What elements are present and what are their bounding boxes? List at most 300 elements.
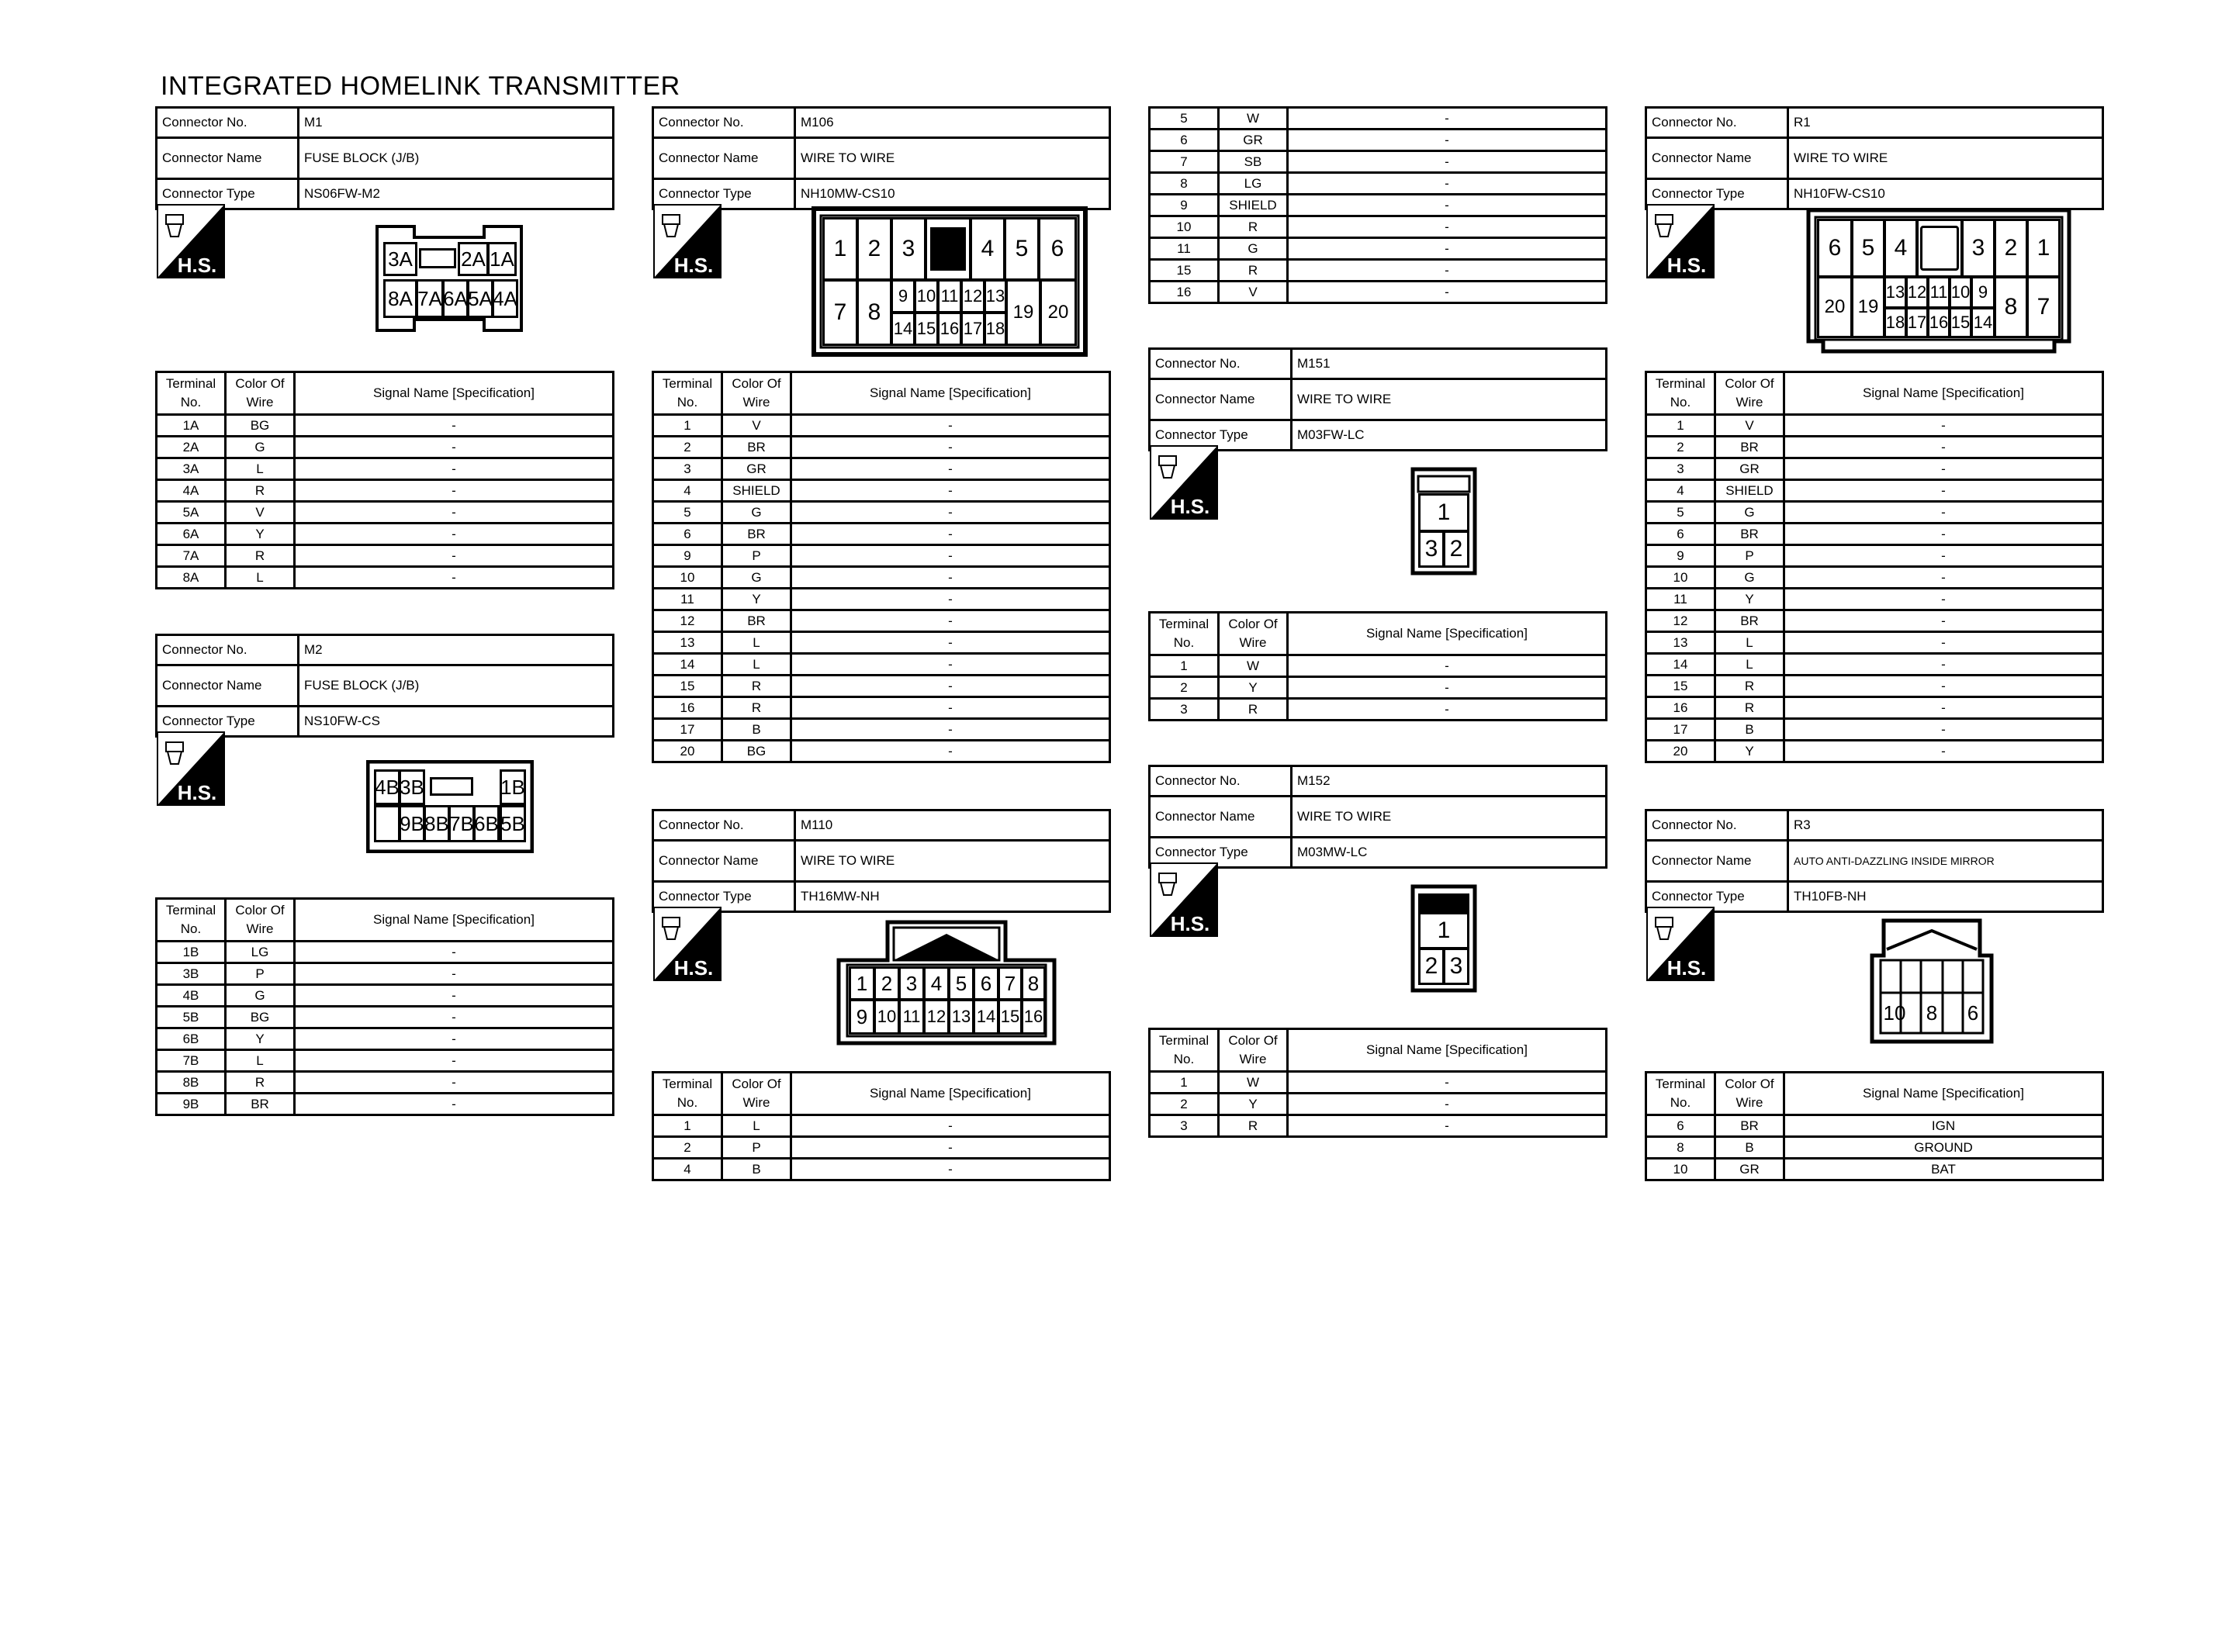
hs-icon [157, 731, 225, 806]
wire-color-cell: G [226, 437, 295, 458]
pin-2: 2 [1418, 948, 1445, 985]
terminal-no-cell: 16 [653, 697, 722, 719]
terminal-no-cell: 3 [1150, 1115, 1219, 1137]
wire-color-cell: R [1715, 676, 1784, 697]
wire-color-cell: BR [722, 437, 791, 458]
terminal-no-cell: 1 [1150, 655, 1219, 677]
hs-icon [653, 204, 722, 278]
table-row [157, 480, 614, 502]
table-row [1150, 151, 1607, 173]
pin-8: 8 [856, 279, 892, 346]
pin-9: 9 [849, 999, 875, 1035]
signal-name-cell: - [791, 415, 1110, 437]
terminal-no-cell: 6B [157, 1028, 226, 1050]
pin-4a: 4A [492, 279, 518, 318]
signal-name-cell: - [1288, 699, 1607, 721]
connector-face-m1 [375, 225, 523, 332]
table-row [653, 524, 1110, 545]
signal-name-cell: - [1288, 173, 1607, 195]
pin-5: 5 [1004, 217, 1040, 281]
connector-type: NS06FW-M2 [299, 179, 614, 209]
pin-8: 8 [1926, 1001, 1938, 1025]
table-row [157, 963, 614, 985]
terminal-no-cell: 15 [1646, 676, 1715, 697]
wire-color-cell: B [1715, 1137, 1784, 1159]
table-row [1646, 589, 2103, 610]
header-color: Color Of Wire [1219, 1029, 1288, 1072]
table-row [1646, 654, 2103, 676]
signal-name-cell: - [295, 458, 614, 480]
wire-color-cell: V [226, 502, 295, 524]
table-row [157, 415, 614, 437]
terminal-no-cell: 4 [653, 480, 722, 502]
header-color: Color Of Wire [1219, 613, 1288, 655]
header-signal: Signal Name [Specification] [295, 372, 614, 415]
label: Connector No. [1150, 766, 1292, 797]
table-row [1150, 1115, 1607, 1137]
pin-4b: 4B [374, 769, 400, 805]
terminal-no-cell: 7B [157, 1050, 226, 1072]
terminal-no-cell: 17 [1646, 719, 1715, 741]
signal-name-cell: - [295, 1050, 614, 1072]
signal-name-cell: - [791, 1137, 1110, 1159]
signal-name-cell: - [295, 545, 614, 567]
table-row [157, 1050, 614, 1072]
pin-key [419, 248, 456, 268]
pin-2: 2 [856, 217, 892, 281]
table-row [157, 524, 614, 545]
table-row [157, 1094, 614, 1115]
header-signal: Signal Name [Specification] [1288, 1029, 1607, 1072]
pin-8b: 8B [424, 805, 450, 842]
signal-name-cell: - [1288, 1072, 1607, 1094]
wire-color-cell: R [1219, 260, 1288, 282]
wire-color-cell: G [1715, 502, 1784, 524]
wire-color-cell: BR [1715, 1115, 1784, 1137]
wire-color-cell: Y [1219, 1094, 1288, 1115]
pin-1a: 1A [487, 242, 517, 276]
terminal-no-cell: 9 [1150, 195, 1219, 216]
terminal-table-r3 [1645, 1071, 2104, 1181]
pin-19: 19 [1005, 279, 1041, 346]
signal-name-cell: - [1784, 502, 2103, 524]
table-row [1646, 458, 2103, 480]
label: Connector Type [1150, 838, 1292, 868]
pin-1: 1 [1418, 912, 1469, 949]
table-row [1646, 1159, 2103, 1180]
signal-name-cell: - [1288, 677, 1607, 699]
hs-icon [653, 907, 722, 981]
label: Connector No. [157, 108, 299, 138]
table-row [653, 545, 1110, 567]
signal-name-cell: GROUND [1784, 1137, 2103, 1159]
connector-type: NH10FW-CS10 [1788, 179, 2103, 209]
table-row [1150, 655, 1607, 677]
table-row [1150, 282, 1607, 303]
signal-name-cell: - [295, 1028, 614, 1050]
table-row [1150, 173, 1607, 195]
table-row [157, 458, 614, 480]
signal-name-cell: - [295, 502, 614, 524]
wire-color-cell: Y [1715, 589, 1784, 610]
connector-info-r3 [1645, 809, 2104, 913]
pin-11: 11 [1927, 276, 1950, 309]
terminal-no-cell: 15 [653, 676, 722, 697]
wire-color-cell: R [1219, 216, 1288, 238]
pin-5b: 5B [500, 805, 526, 842]
wire-color-cell: P [1715, 545, 1784, 567]
hs-icon [1150, 445, 1218, 520]
connector-name: WIRE TO WIRE [1292, 797, 1607, 838]
label: Connector No. [1646, 810, 1788, 841]
signal-name-cell: - [295, 567, 614, 589]
pin-1b: 1B [500, 769, 526, 805]
header-signal: Signal Name [Specification] [791, 372, 1110, 415]
pin-13: 13 [948, 999, 974, 1035]
terminal-no-cell: 15 [1150, 260, 1219, 282]
pin-7a: 7A [416, 279, 444, 318]
terminal-no-cell: 3 [1150, 699, 1219, 721]
wire-color-cell: B [722, 1159, 791, 1180]
wire-color-cell: P [722, 1137, 791, 1159]
pin-13: 13 [984, 279, 1007, 313]
terminal-no-cell: 13 [653, 632, 722, 654]
signal-name-cell: - [1288, 108, 1607, 130]
table-row [1150, 1094, 1607, 1115]
pin-3a: 3A [383, 242, 417, 276]
signal-name-cell: - [791, 567, 1110, 589]
terminal-no-cell: 8 [1646, 1137, 1715, 1159]
wire-color-cell: BG [226, 415, 295, 437]
table-row [157, 985, 614, 1007]
wire-color-cell: Y [722, 589, 791, 610]
signal-name-cell: - [295, 437, 614, 458]
connector-info-m2 [155, 634, 614, 738]
pin-18: 18 [1884, 307, 1907, 338]
terminal-no-cell: 16 [1150, 282, 1219, 303]
pin-3: 3 [898, 966, 925, 1001]
signal-name-cell: - [1784, 415, 2103, 437]
wire-color-cell: L [226, 567, 295, 589]
connector-info-m151 [1148, 347, 1607, 451]
terminal-no-cell: 20 [653, 741, 722, 762]
wire-color-cell: R [226, 480, 295, 502]
terminal-no-cell: 9B [157, 1094, 226, 1115]
terminal-no-cell: 2 [653, 1137, 722, 1159]
pin-15: 15 [998, 999, 1023, 1035]
pin-6: 6 [1038, 217, 1077, 281]
wire-color-cell: W [1219, 108, 1288, 130]
table-row [653, 697, 1110, 719]
table-row [653, 1115, 1110, 1137]
connector-info-r1 [1645, 106, 2104, 210]
table-row [1646, 697, 2103, 719]
label: Connector No. [1150, 349, 1292, 379]
table-row [1646, 480, 2103, 502]
label: Connector Type [1150, 420, 1292, 451]
terminal-no-cell: 3B [157, 963, 226, 985]
table-row [1150, 260, 1607, 282]
pin-9: 9 [1971, 276, 1995, 309]
wire-color-cell: R [1219, 699, 1288, 721]
signal-name-cell: - [791, 610, 1110, 632]
pin-8a: 8A [383, 279, 417, 318]
connector-no: M2 [299, 635, 614, 665]
table-row [1150, 699, 1607, 721]
wire-color-cell: W [1219, 1072, 1288, 1094]
pin-1: 1 [1418, 493, 1469, 532]
connector-no: R1 [1788, 108, 2103, 138]
terminal-table-m2 [155, 897, 614, 1116]
table-row [653, 480, 1110, 502]
table-row [653, 415, 1110, 437]
table-row [653, 589, 1110, 610]
signal-name-cell: - [791, 654, 1110, 676]
table-row [1646, 676, 2103, 697]
terminal-no-cell: 12 [1646, 610, 1715, 632]
pin-11: 11 [937, 279, 962, 313]
terminal-no-cell: 1 [1646, 415, 1715, 437]
table-row [157, 1028, 614, 1050]
hs-icon [1150, 862, 1218, 937]
terminal-no-cell: 7 [1150, 151, 1219, 173]
pin-8: 8 [1994, 276, 2028, 338]
header-terminal: Terminal No. [653, 1073, 722, 1115]
wire-color-cell: B [722, 719, 791, 741]
signal-name-cell: - [295, 524, 614, 545]
hs-label: H.S. [177, 781, 217, 804]
label: Connector Name [1646, 138, 1788, 179]
wire-color-cell: G [722, 502, 791, 524]
header-signal: Signal Name [Specification] [295, 899, 614, 942]
header-terminal: Terminal No. [1646, 1073, 1715, 1115]
table-row [157, 545, 614, 567]
pin-12: 12 [1905, 276, 1929, 309]
wire-color-cell: Y [226, 1028, 295, 1050]
pin-9b: 9B [399, 805, 425, 842]
table-row [1646, 610, 2103, 632]
wire-color-cell: R [722, 697, 791, 719]
label: Connector Type [157, 179, 299, 209]
wire-color-cell: SB [1219, 151, 1288, 173]
wire-color-cell: GR [1219, 130, 1288, 151]
terminal-no-cell: 10 [1646, 567, 1715, 589]
table-row [1646, 502, 2103, 524]
signal-name-cell: - [1784, 697, 2103, 719]
terminal-no-cell: 3 [653, 458, 722, 480]
wire-color-cell: Y [1715, 741, 1784, 762]
wire-color-cell: SHIELD [1715, 480, 1784, 502]
wire-color-cell: R [722, 676, 791, 697]
signal-name-cell: - [295, 1007, 614, 1028]
wire-color-cell: R [226, 1072, 295, 1094]
wire-color-cell: BR [1715, 437, 1784, 458]
connector-face-r3 [1870, 918, 1994, 1044]
terminal-no-cell: 8A [157, 567, 226, 589]
hs-label: H.S. [1170, 912, 1210, 935]
header-terminal: Terminal No. [157, 899, 226, 942]
connector-type: NS10FW-CS [299, 707, 614, 737]
label: Connector Name [1150, 797, 1292, 838]
connector-type: TH10FB-NH [1788, 882, 2103, 912]
header-color: Color Of Wire [722, 372, 791, 415]
wire-color-cell: BG [722, 741, 791, 762]
wire-color-cell: Y [226, 524, 295, 545]
label: Connector Type [653, 179, 795, 209]
signal-name-cell: - [1784, 632, 2103, 654]
table-row [1646, 545, 2103, 567]
label: Connector Name [157, 665, 299, 707]
terminal-no-cell: 10 [1150, 216, 1219, 238]
terminal-table-m106 [652, 371, 1111, 763]
header-color: Color Of Wire [1715, 1073, 1784, 1115]
terminal-no-cell: 4B [157, 985, 226, 1007]
signal-name-cell: - [791, 502, 1110, 524]
connector-name: WIRE TO WIRE [795, 841, 1110, 882]
table-row [157, 942, 614, 963]
signal-name-cell: - [1784, 741, 2103, 762]
wire-color-cell: G [226, 985, 295, 1007]
wire-color-cell: L [722, 1115, 791, 1137]
header-terminal: Terminal No. [1646, 372, 1715, 415]
terminal-no-cell: 10 [653, 567, 722, 589]
terminal-no-cell: 3 [1646, 458, 1715, 480]
hs-label: H.S. [673, 956, 714, 980]
table-row [1646, 415, 2103, 437]
label: Connector Name [157, 138, 299, 179]
pin-key [925, 217, 971, 281]
pin-2a: 2A [458, 242, 489, 276]
pin-20: 20 [1040, 279, 1077, 346]
terminal-no-cell: 3A [157, 458, 226, 480]
pin-19: 19 [1851, 276, 1885, 338]
signal-name-cell: - [1288, 151, 1607, 173]
hs-icon [1646, 907, 1715, 981]
signal-name-cell: - [1288, 1094, 1607, 1115]
wire-color-cell: BR [1715, 524, 1784, 545]
connector-face-m151 [1410, 467, 1477, 575]
pin-13: 13 [1884, 276, 1907, 309]
pin-10: 10 [1883, 1001, 1906, 1025]
connector-type: NH10MW-CS10 [795, 179, 1110, 209]
terminal-no-cell: 12 [653, 610, 722, 632]
terminal-no-cell: 8B [157, 1072, 226, 1094]
wire-color-cell: G [722, 567, 791, 589]
connector-face-m106 [812, 206, 1088, 357]
label: Connector Name [1646, 841, 1788, 882]
wire-color-cell: GR [1715, 458, 1784, 480]
signal-name-cell: - [791, 719, 1110, 741]
pin-4: 4 [923, 966, 950, 1001]
table-row [1150, 108, 1607, 130]
pin-4: 4 [1884, 219, 1918, 278]
table-row [157, 1007, 614, 1028]
connector-info-m152 [1148, 765, 1607, 869]
wire-color-cell: G [1219, 238, 1288, 260]
table-row [157, 567, 614, 589]
signal-name-cell: - [791, 632, 1110, 654]
table-row [653, 676, 1110, 697]
pin-1: 1 [822, 217, 858, 281]
header-signal: Signal Name [Specification] [1784, 372, 2103, 415]
pin-key [1916, 219, 1963, 278]
signal-name-cell: - [1784, 545, 2103, 567]
signal-name-cell: IGN [1784, 1115, 2103, 1137]
pin-3: 3 [891, 217, 926, 281]
pin-20: 20 [1817, 276, 1853, 338]
terminal-no-cell: 5B [157, 1007, 226, 1028]
wire-color-cell: BR [722, 524, 791, 545]
terminal-no-cell: 1 [1150, 1072, 1219, 1094]
terminal-no-cell: 16 [1646, 697, 1715, 719]
signal-name-cell: - [791, 480, 1110, 502]
pin-16: 16 [1021, 999, 1046, 1035]
signal-name-cell: - [1784, 719, 2103, 741]
pin-10: 10 [914, 279, 939, 313]
header-color: Color Of Wire [226, 899, 295, 942]
terminal-no-cell: 6 [1646, 1115, 1715, 1137]
pin-4: 4 [970, 217, 1005, 281]
terminal-no-cell: 1 [653, 415, 722, 437]
table-row [157, 437, 614, 458]
terminal-no-cell: 2 [1150, 1094, 1219, 1115]
connector-name: FUSE BLOCK (J/B) [299, 138, 614, 179]
table-row [1646, 1115, 2103, 1137]
terminal-no-cell: 11 [1150, 238, 1219, 260]
connector-face-m152 [1410, 884, 1477, 993]
signal-name-cell: - [1288, 216, 1607, 238]
pin-10: 10 [874, 999, 900, 1035]
terminal-table-m110 [652, 1071, 1111, 1181]
wire-color-cell: R [226, 545, 295, 567]
pin-6: 6 [1967, 1001, 1979, 1025]
signal-name-cell: - [1288, 282, 1607, 303]
connector-face-m2 [366, 760, 534, 853]
label: Connector Name [653, 138, 795, 179]
table-row [1646, 741, 2103, 762]
signal-name-cell: - [1288, 1115, 1607, 1137]
connector-type: M03FW-LC [1292, 420, 1607, 451]
pin-18: 18 [984, 312, 1007, 346]
wire-color-cell: SHIELD [722, 480, 791, 502]
terminal-no-cell: 7A [157, 545, 226, 567]
signal-name-cell: - [295, 963, 614, 985]
signal-name-cell: - [1784, 610, 2103, 632]
pin-7b: 7B [448, 805, 475, 842]
wire-color-cell: W [1219, 655, 1288, 677]
connector-no: M1 [299, 108, 614, 138]
table-row [653, 437, 1110, 458]
terminal-no-cell: 1 [653, 1115, 722, 1137]
terminal-no-cell: 2 [1150, 677, 1219, 699]
hs-label: H.S. [1666, 254, 1707, 277]
label: Connector Type [1646, 179, 1788, 209]
pin-6: 6 [1817, 219, 1853, 278]
pin-2: 2 [874, 966, 900, 1001]
header-color: Color Of Wire [226, 372, 295, 415]
label: Connector Type [157, 707, 299, 737]
header-color: Color Of Wire [722, 1073, 791, 1115]
connector-no: M151 [1292, 349, 1607, 379]
pin-7: 7 [2026, 276, 2061, 338]
wire-color-cell: BR [226, 1094, 295, 1115]
signal-name-cell: - [1784, 676, 2103, 697]
pin-15: 15 [1949, 307, 1972, 338]
signal-name-cell: - [1784, 437, 2103, 458]
signal-name-cell: - [791, 676, 1110, 697]
signal-name-cell: - [1784, 524, 2103, 545]
hs-label: H.S. [1666, 956, 1707, 980]
